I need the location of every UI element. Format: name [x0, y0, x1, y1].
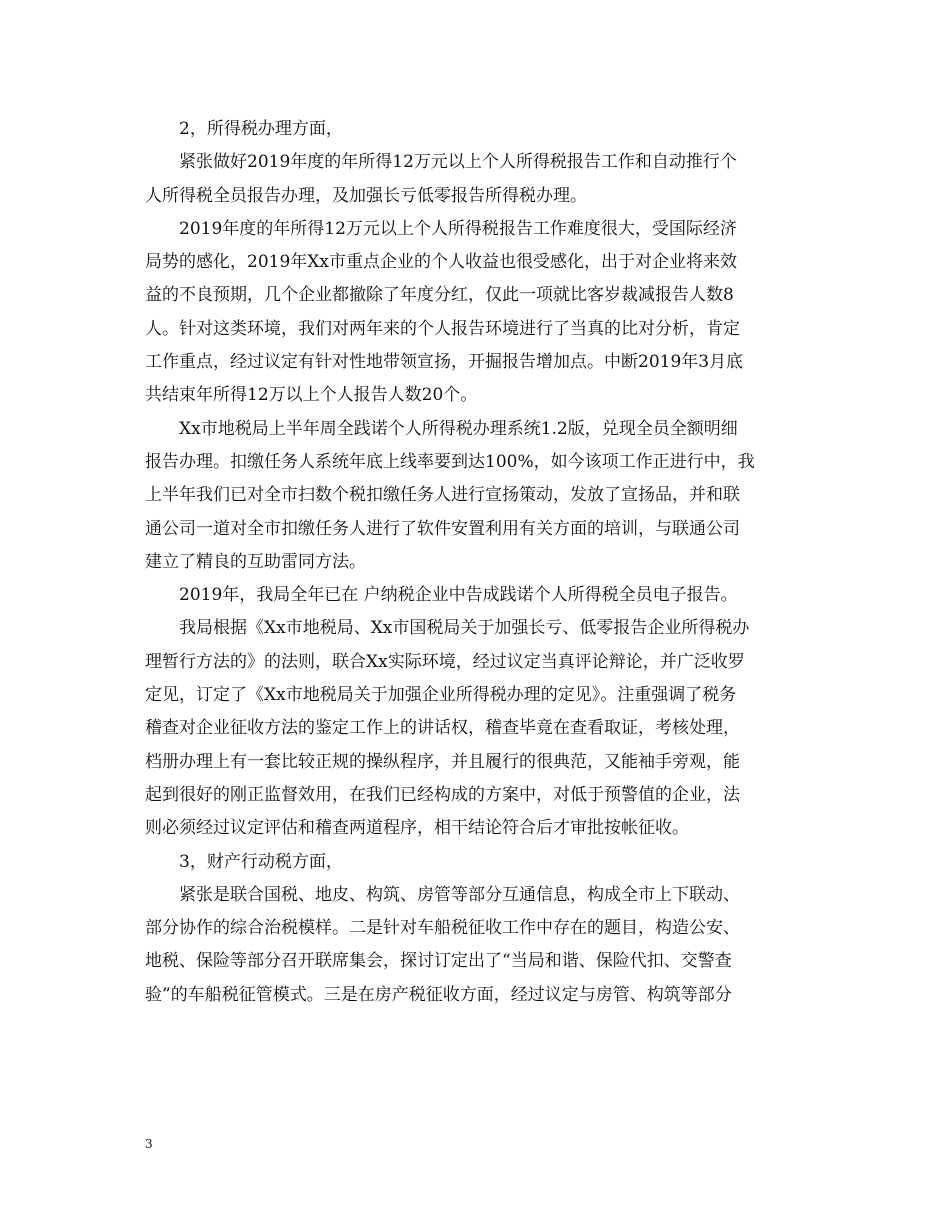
- text-line: 益的不良预期，几个企业都撤除了年度分红，仅此一项就比客岁裁减报告人数8: [145, 285, 734, 306]
- text-line: 紧张做好2019年度的年所得12万元以上个人所得税报告工作和自动推行个: [179, 152, 737, 173]
- text-line: 2019年，我局全年已在 户纳税企业中告成践诺个人所得税全员电子报告。: [179, 585, 738, 606]
- text-line: 定见，订定了《Xx市地税局关于加强企业所得税办理的定见》。注重强调了税务: [145, 685, 737, 706]
- text-line: 我局根据《Xx市地税局、Xx市国税局关于加强长亏、低零报告企业所得税办: [179, 618, 750, 639]
- text-line: 2，所得税办理方面，: [179, 119, 343, 139]
- text-line: 验”的车船税征管模式。三是在房产税征收方面，经过议定与房管、构筑等部分: [145, 984, 732, 1005]
- text-line: 稽查对企业征收方法的鉴定工作上的讲话权，稽查毕竟在查看取证，考核处理，: [145, 718, 740, 739]
- text-line: 人所得税全员报告办理，及加强长亏低零报告所得税办理。: [145, 185, 587, 206]
- text-line: 则必须经过议定评估和稽查两道程序，相干结论符合后才审批按帐征收。: [145, 818, 689, 839]
- text-line: 建立了精良的互助雷同方法。: [145, 551, 366, 572]
- text-line: 共结束年所得12万以上个人报告人数20个。: [145, 385, 478, 406]
- text-line: 人。针对这类环境，我们对两年来的个人报告环境进行了当真的比对分析，肯定: [145, 318, 740, 339]
- text-line: 通公司一道对全市扣缴任务人进行了软件安置利用有关方面的培训，与联通公司: [145, 518, 740, 539]
- text-line: 紧张是联合国税、地皮、构筑、房管等部分互通信息，构成全市上下联动、: [179, 884, 740, 905]
- text-line: 3，财产行动税方面，: [179, 851, 343, 872]
- page-number: 3: [145, 1137, 153, 1151]
- text-line: 地税、保险等部分召开联席集会，探讨订定出了“当局和谐、保险代扣、交警查: [145, 951, 732, 972]
- text-line: 理暂行方法的》的法则，联合Xx实际环境，经过议定当真评论辩论，并广泛收罗: [145, 651, 745, 672]
- text-line: 起到很好的刚正监督效用，在我们已经构成的方案中，对低于预警值的企业，法: [145, 784, 740, 805]
- text-line: 局势的感化，2019年Xx市重点企业的个人收益也很受感化，出于对企业将来效: [145, 252, 737, 273]
- text-line: 部分协作的综合治税模样。二是针对车船税征收工作中存在的题目，构造公安、: [145, 918, 740, 939]
- text-line: 工作重点，经过议定有针对性地带领宣扬，开掘报告增加点。中断2019年3月底: [145, 352, 744, 373]
- document-body: [145, 113, 805, 1012]
- text-line: 上半年我们已对全市扫数个税扣缴任务人进行宣扬策动，发放了宣扬品，并和联: [145, 485, 740, 506]
- text-line: 2019年度的年所得12万元以上个人所得税报告工作难度很大，受国际经济: [179, 218, 737, 239]
- text-line: Xx市地税局上半年周全践诺个人所得税办理系统1.2版，兑现全员全额明细: [179, 418, 738, 439]
- text-line: 报告办理。扣缴任务人系统年底上线率要到达100%，如今该项工作正进行中，我: [145, 451, 755, 472]
- text-line: 档册办理上有一套比较正规的操纵程序，并且履行的很典范，又能袖手旁观，能: [145, 751, 740, 772]
